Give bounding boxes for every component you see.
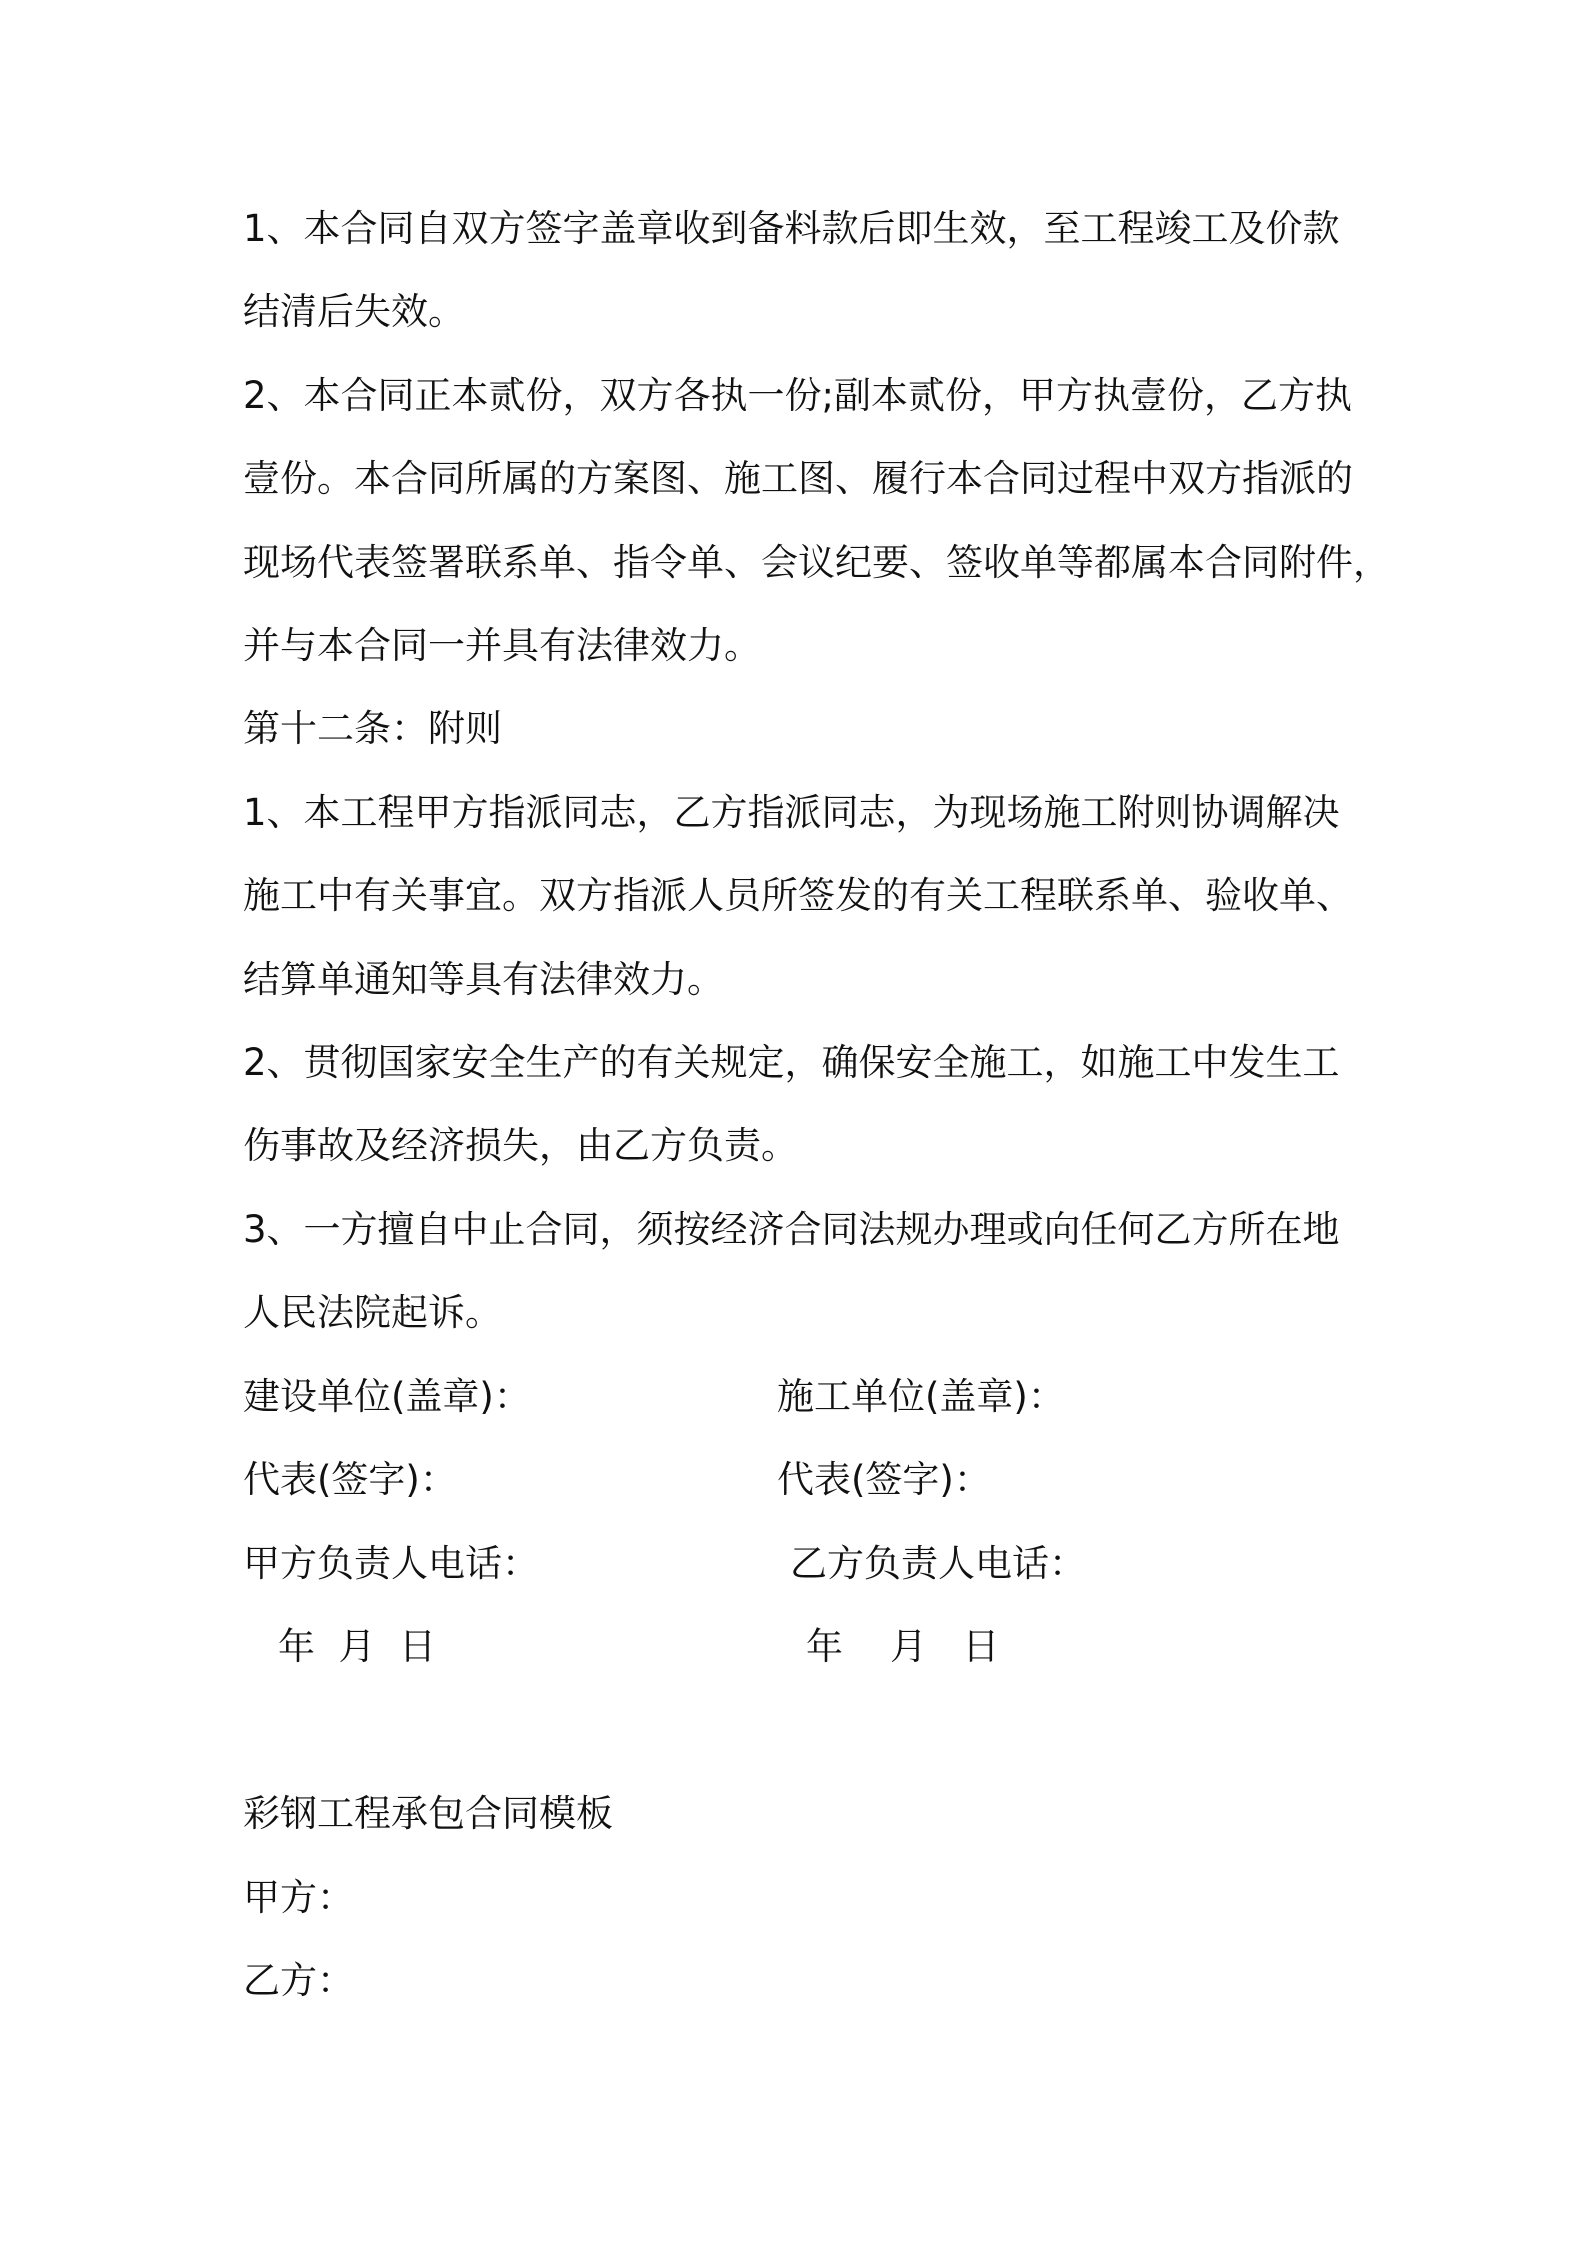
clause-line: 并与本合同一并具有法律效力。 [243, 624, 761, 667]
clause-line: 现场代表签署联系单、指令单、会议纪要、签收单等都属本合同附件， [243, 541, 1390, 584]
clause-line: 壹份。本合同所属的方案图、施工图、履行本合同过程中双方指派的 [243, 457, 1353, 500]
clause-line: 1、本工程甲方指派同志，乙方指派同志，为现场施工附则协调解决 [243, 791, 1340, 834]
clause-line: 2、贯彻国家安全生产的有关规定，确保安全施工，如施工中发生工 [243, 1041, 1340, 1084]
clause-line: 3、一方擅自中止合同，须按经济合同法规办理或向任何乙方所在地 [243, 1208, 1340, 1251]
clause-line: 1、本合同自双方签字盖章收到备料款后即生效，至工程竣工及价款 [243, 207, 1340, 250]
signature-right-date: 年 月 日 [806, 1625, 1000, 1668]
signature-left-date: 年 月 日 [278, 1625, 437, 1668]
signature-right-phone: 乙方负责人电话： [790, 1542, 1086, 1585]
signature-left-unit: 建设单位(盖章)： [243, 1375, 531, 1418]
signature-right-unit: 施工单位(盖章)： [777, 1375, 1065, 1418]
clause-line: 2、本合同正本贰份，双方各执一份;副本贰份，甲方执壹份，乙方执 [243, 374, 1353, 417]
party-b-label: 乙方： [243, 1959, 354, 2002]
signature-left-phone: 甲方负责人电话： [243, 1542, 539, 1585]
next-template-title: 彩钢工程承包合同模板 [243, 1792, 613, 1835]
party-a-label: 甲方： [243, 1876, 354, 1919]
clause-line: 伤事故及经济损失，由乙方负责。 [243, 1124, 798, 1167]
clause-line: 人民法院起诉。 [243, 1291, 502, 1334]
clause-line: 结清后失效。 [243, 290, 465, 333]
clause-line: 施工中有关事宜。双方指派人员所签发的有关工程联系单、验收单、 [243, 874, 1353, 917]
signature-left-rep: 代表(签字)： [243, 1458, 457, 1501]
clause-line: 结算单通知等具有法律效力。 [243, 958, 724, 1001]
signature-right-rep: 代表(签字)： [777, 1458, 991, 1501]
article-heading: 第十二条：附则 [243, 707, 502, 750]
